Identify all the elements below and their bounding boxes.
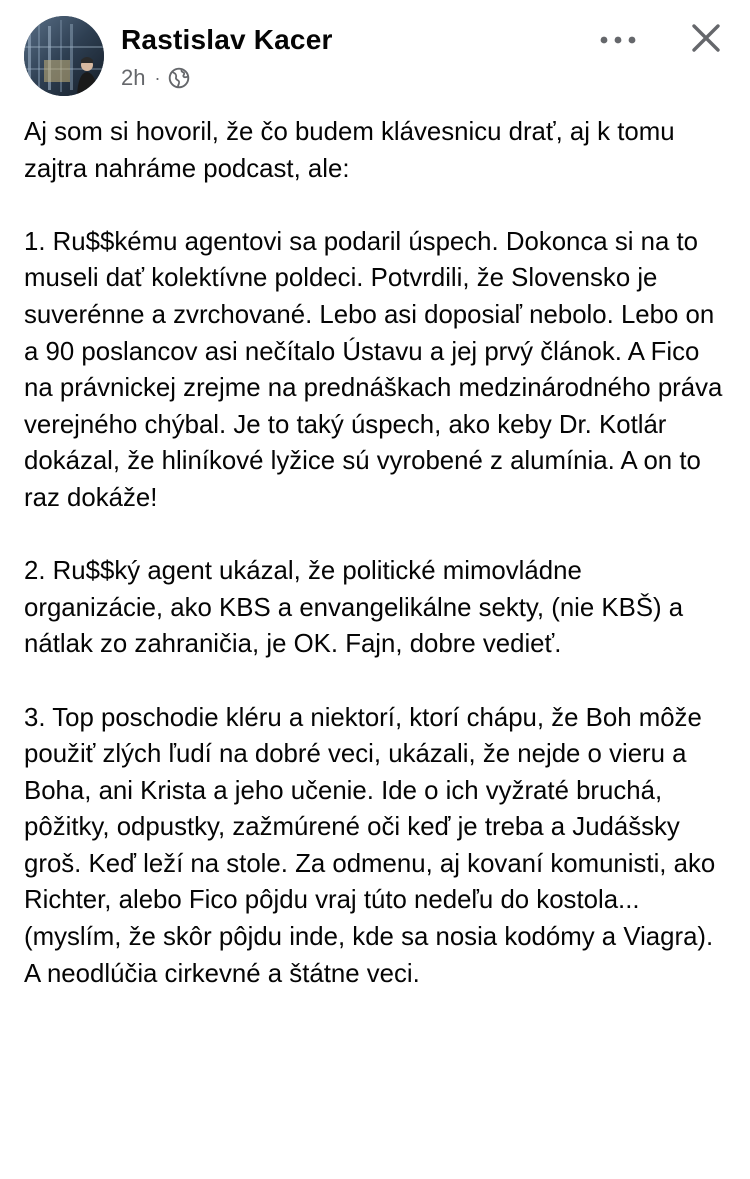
more-horizontal-icon: [598, 35, 638, 45]
post-paragraph: 2. Ru$$ký agent ukázal, že politické mimovládne organizácie, ako KBS a envangelikálne sekty, (nie KBŠ) a nátlak zo zahraničia, je OK. Fajn, dobre vedieť.: [24, 557, 684, 659]
post-header: [0, 0, 750, 110]
post-paragraph: 1. Ru$$kému agentovi sa podaril úspech. Dokonca si na to museli dať kolektívne poldeci. Potvrdili, že Slovensko je suverénne a zvrchované. Lebo asi doposiaľ nebolo. Lebo on a 90 poslancov asi nečítalo Ústavu a jej prvý článok. A Fico na právnickej zrejme na prednáškach medzinárodného práva verejného chýbal. Je to taký úspech, ako keby Dr. Kotlár dokázal, že hliníkové lyžice sú vyrobené z alumínia. A on to raz dokáže!: [24, 227, 723, 512]
post-text: [24, 114, 724, 1029]
close-icon: [690, 22, 722, 54]
author-name[interactable]: Rastislav Kacer: [121, 24, 333, 55]
post-paragraph: Aj som si hovoril, že čo budem klávesnicu drať, aj k tomu zajtra nahráme podcast, ale:: [24, 118, 675, 183]
avatar-photo: [24, 16, 104, 96]
close-button[interactable]: [684, 16, 728, 60]
post-paragraph: 3. Top poschodie kléru a niektorí, ktorí chápu, že Boh môže použiť zlých ľudí na dobré veci, ukázali, že nejde o vieru a Boha, ani Krista a jeho učenie. Ide o ich vyžraté bruchá, pôžitky, odpustky, zažmúrené oči keď je treba a Judášsky groš. Keď leží na stole. Za odmenu, aj kovaní komunisti, ako Richter, alebo Fico pôjdu vraj túto nedeľu do kostola... (myslím, že skôr pôjdu inde, kde sa nosia kodómy a Viagra). A neodlúčia cirkevné a štátne veci.: [24, 703, 716, 988]
meta-separator: ·: [154, 68, 161, 88]
post-time[interactable]: 2h: [121, 65, 146, 90]
avatar[interactable]: [24, 16, 104, 96]
globe-icon[interactable]: [168, 67, 190, 89]
post-meta: [121, 63, 190, 93]
more-options-button[interactable]: [594, 22, 642, 58]
